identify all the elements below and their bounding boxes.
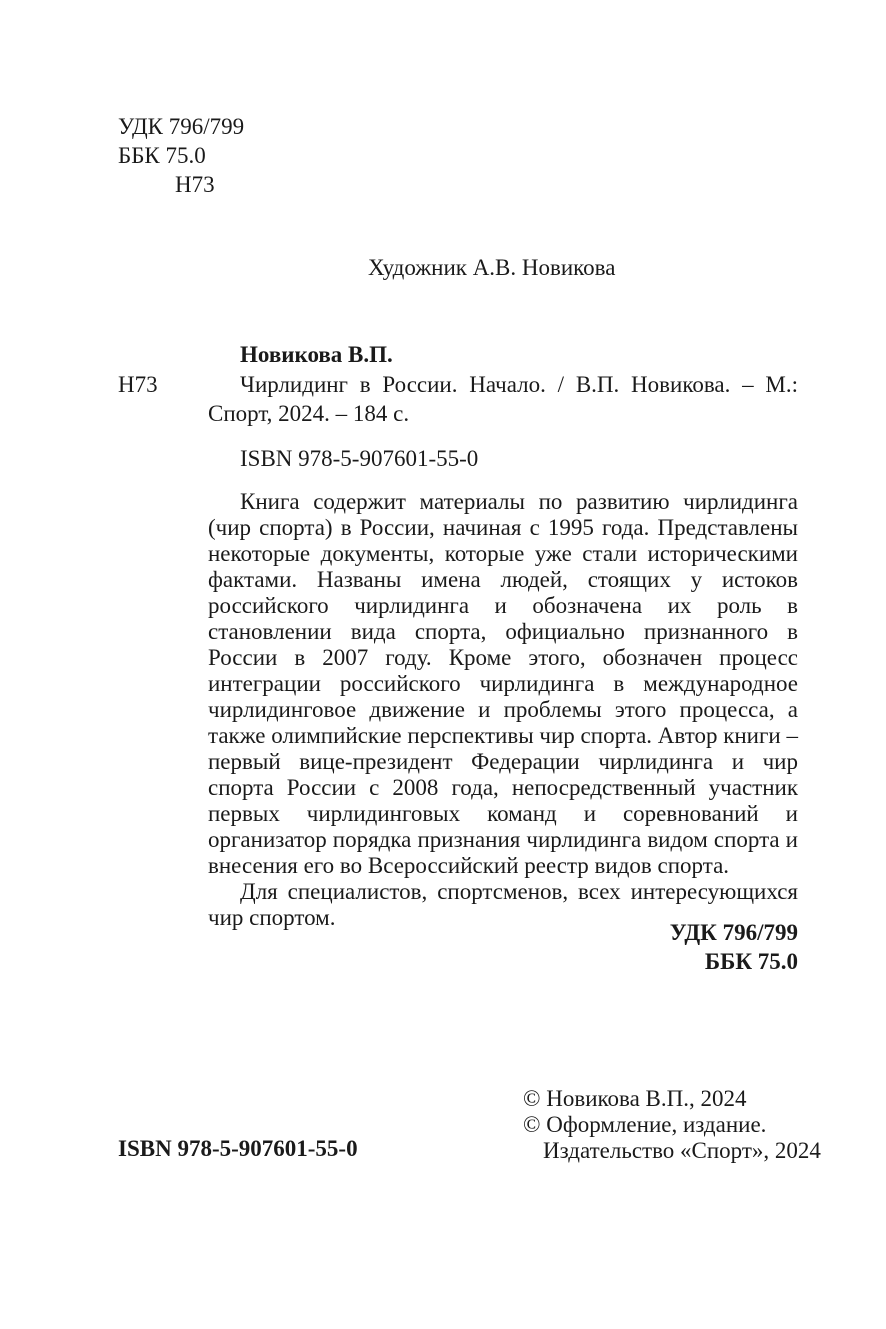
author-mark: Н73 [175, 172, 215, 197]
illustrator-credit: Художник А.В. Новикова [368, 255, 616, 280]
footer-isbn: ISBN 978-5-907601-55-0 [118, 1136, 358, 1161]
copyright-design: © Оформление, издание. [523, 1112, 767, 1137]
index-bbk: ББК 75.0 [704, 949, 798, 974]
annotation-paragraph: Для специалистов, спортсменов, всех интересующихся чир спортом. [208, 879, 798, 930]
copyright-author: © Новикова В.П., 2024 [523, 1086, 747, 1111]
bbk-classification: ББК 75.0 [118, 143, 206, 168]
copyright-publisher: Издательство «Спорт», 2024 [543, 1138, 821, 1163]
index-udk: УДК 796/799 [669, 920, 798, 945]
udk-classification: УДК 796/799 [118, 114, 245, 139]
bibliographic-description: Чирлидинг в России. Начало. / В.П. Новикова. – М.: Спорт, 2024. – 184 с. [208, 372, 798, 426]
copyright-block [523, 1086, 821, 1164]
bibliographic-author-mark: Н73 [118, 372, 158, 397]
annotation [208, 489, 798, 931]
annotation-paragraph: Книга содержит материалы по развитию чирлидинга (чир спорта) в России, начиная с 1995 года. Представлены некоторые документы, которые уже стали историческими фактами. Названы имена людей, стоящих у истоков российского чирлидинга и обозначена их роль в становлении вида спорта, официально признанного в России в 2007 году. Кроме этого, обозначен процесс интеграции российского чирлидинга в международное чирлидинговое движение и проблемы этого процесса, а также олимпийские перспективы чир спорта. Автор книги – первый вице-президент Федерации чирлидинга и чир спорта России с 2008 года, непосредственный участник первых чирлидинговых команд и соревнований и организатор порядка признания чирлидинга видом спорта и внесения его во Всероссийский реестр видов спорта. [208, 489, 798, 878]
bibliographic-author: Новикова В.П. [240, 342, 393, 367]
bibliographic-isbn: ISBN 978-5-907601-55-0 [240, 446, 479, 471]
